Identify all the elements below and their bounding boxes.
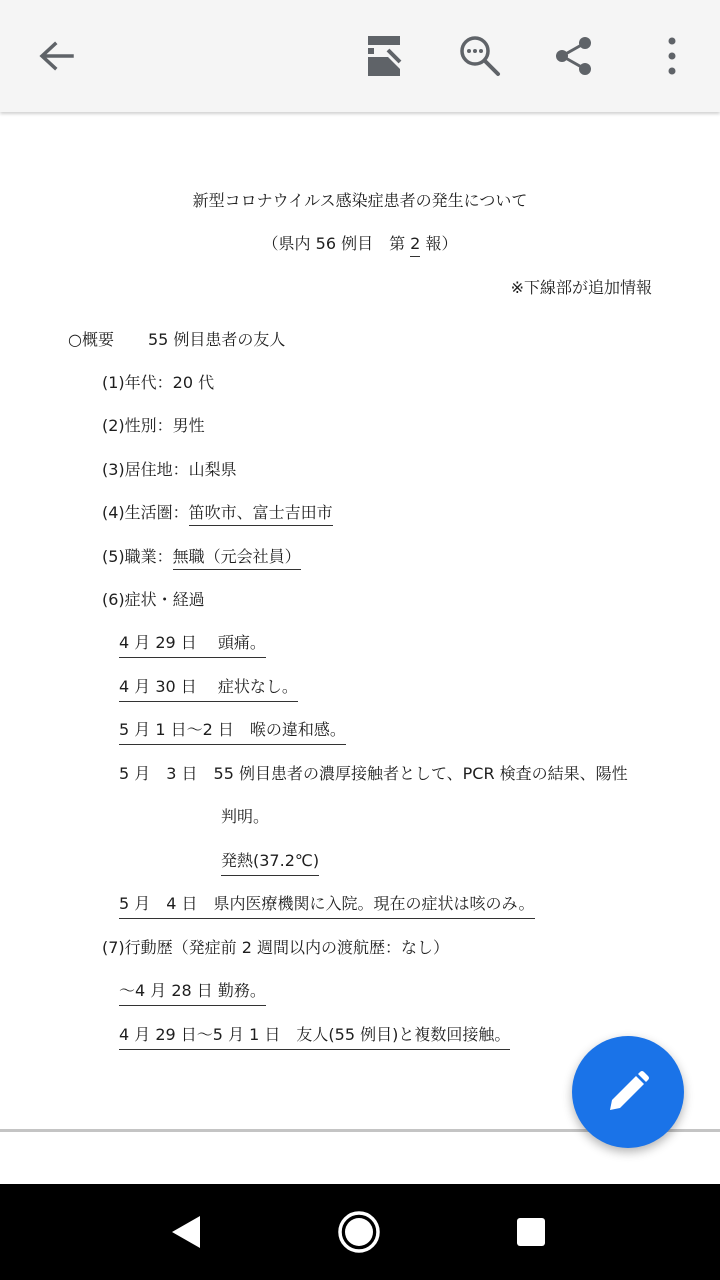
search-document-icon	[458, 34, 502, 78]
area-value: 笛吹市、富士吉田市	[189, 503, 333, 526]
subtitle-number: 2	[410, 234, 420, 257]
overview-heading	[68, 329, 285, 351]
nav-recents-button[interactable]	[499, 1200, 563, 1264]
addition-note: ※下線部が追加情報	[510, 278, 652, 297]
timeline-entry: 4 月 29 日 頭痛。	[119, 632, 266, 658]
timeline-entry-continued: 判明。	[221, 807, 270, 826]
history-heading: (7)行動歴（発症前 2 週間以内の渡航歴：なし）	[102, 938, 450, 957]
timeline-entry: 5 月 4 日 県内医療機関に入院。現在の症状は咳のみ。	[119, 893, 535, 919]
timeline-entry: 5 月 1 日～2 日 喉の違和感。	[119, 719, 346, 745]
job-value: 無職（元会社員）	[173, 547, 301, 570]
triangle-back-icon	[168, 1214, 204, 1250]
more-options-button[interactable]	[640, 24, 704, 88]
layout-button[interactable]	[352, 24, 416, 88]
document-title: 新型コロナウイルス感染症患者の発生について	[192, 191, 528, 210]
pencil-icon	[604, 1068, 652, 1116]
more-vertical-icon	[666, 36, 678, 76]
search-button[interactable]	[448, 24, 512, 88]
page-layout-icon	[366, 34, 402, 78]
item-residence	[102, 459, 237, 481]
sex-value: 男性	[172, 416, 205, 435]
subtitle-prefix: （県内 56 例目 第	[262, 234, 411, 253]
overview-text: 55 例目患者の友人	[147, 330, 286, 349]
document-page[interactable]	[0, 114, 720, 1130]
circle-home-icon	[337, 1210, 381, 1254]
item-age	[102, 372, 214, 394]
residence-value: 山梨県	[188, 460, 237, 479]
sex-label: (2)性別：	[102, 416, 173, 435]
overview-label: ○概要	[68, 330, 114, 349]
item-job	[102, 546, 301, 568]
area-label: (4)生活圏：	[102, 503, 189, 522]
history-entry: 4 月 29 日～5 月 1 日 友人(55 例目)と複数回接触。	[119, 1024, 510, 1050]
edit-fab-button[interactable]	[572, 1036, 684, 1148]
nav-back-button[interactable]	[154, 1200, 218, 1264]
document-subtitle	[0, 233, 720, 255]
back-button[interactable]	[24, 24, 88, 88]
square-recents-icon	[515, 1216, 547, 1248]
app-toolbar	[0, 0, 720, 112]
share-button[interactable]	[542, 24, 606, 88]
timeline-entry: 5 月 3 日 55 例目患者の濃厚接触者として、PCR 検査の結果、陽性	[119, 764, 628, 783]
residence-label: (3)居住地：	[102, 460, 189, 479]
system-navigation-bar	[0, 1184, 720, 1280]
nav-home-button[interactable]	[327, 1200, 391, 1264]
share-icon	[554, 36, 594, 76]
age-label: (1)年代：	[102, 373, 173, 392]
item-sex	[102, 415, 205, 437]
job-label: (5)職業：	[102, 547, 173, 566]
subtitle-suffix: 報）	[420, 234, 458, 253]
timeline-entry: 4 月 30 日 症状なし。	[119, 676, 298, 702]
age-value: 20 代	[172, 373, 215, 392]
item-symptoms-label: (6)症状・経過	[102, 590, 205, 609]
history-entry: ～4 月 28 日 勤務。	[119, 980, 266, 1006]
timeline-entry-fever: 発熱(37.2℃)	[221, 850, 319, 876]
arrow-left-icon	[36, 36, 76, 76]
item-area	[102, 502, 333, 524]
